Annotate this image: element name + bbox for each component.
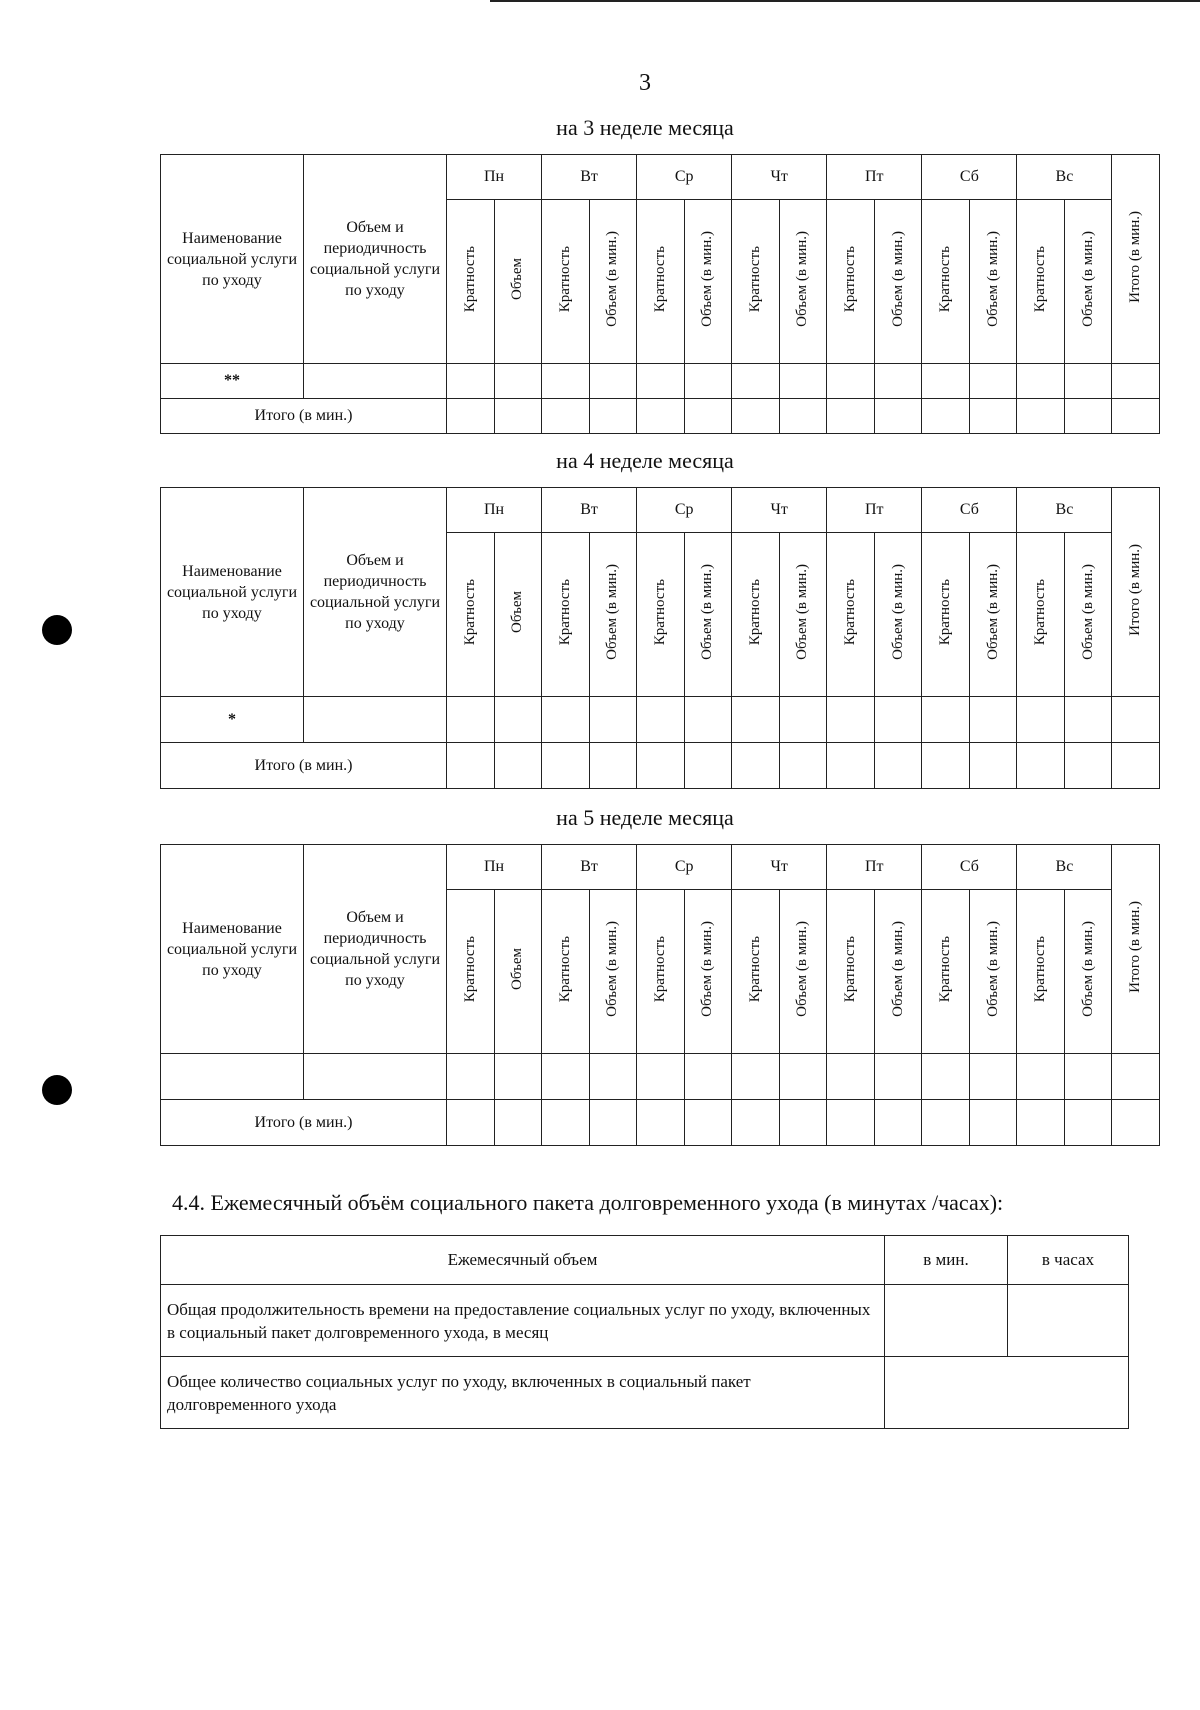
- subheader-frequency: Кратность: [732, 533, 780, 697]
- summary-header-hours: в часах: [1008, 1236, 1129, 1285]
- schedule-cell[interactable]: [1064, 364, 1112, 399]
- schedule-cell[interactable]: [684, 1054, 732, 1100]
- total-cell[interactable]: [684, 399, 732, 434]
- subheader-frequency: Кратность: [732, 890, 780, 1054]
- total-cell[interactable]: [589, 1100, 637, 1146]
- schedule-cell[interactable]: [542, 364, 590, 399]
- total-cell[interactable]: [684, 1100, 732, 1146]
- schedule-cell[interactable]: [922, 1054, 970, 1100]
- schedule-cell[interactable]: [637, 697, 685, 743]
- day-header: Пн: [447, 155, 542, 200]
- total-cell[interactable]: [779, 1100, 827, 1146]
- service-name-cell[interactable]: *: [161, 697, 304, 743]
- total-cell[interactable]: [1064, 1100, 1112, 1146]
- total-row-label: Итого (в мин.): [161, 399, 447, 434]
- subheader-volume: Объем (в мин.): [1064, 533, 1112, 697]
- total-cell[interactable]: [827, 1100, 875, 1146]
- total-cell[interactable]: [447, 399, 495, 434]
- schedule-cell[interactable]: [969, 1054, 1017, 1100]
- summary-row-count-label: Общее количество социальных услуг по уходу, включенных в социальный пакет долговременного ухода: [161, 1357, 885, 1429]
- schedule-cell[interactable]: [447, 1054, 495, 1100]
- subheader-frequency: Кратность: [637, 200, 685, 364]
- day-header: Ср: [637, 488, 732, 533]
- subheader-frequency: Кратность: [447, 890, 495, 1054]
- subheader-frequency: Кратность: [732, 200, 780, 364]
- day-header: Вт: [542, 155, 637, 200]
- schedule-cell[interactable]: [494, 364, 542, 399]
- total-cell[interactable]: [447, 1100, 495, 1146]
- subheader-frequency: Кратность: [922, 533, 970, 697]
- total-cell[interactable]: [732, 1100, 780, 1146]
- subheader-volume: Объем (в мин.): [684, 533, 732, 697]
- total-cell[interactable]: [827, 743, 875, 789]
- schedule-cell[interactable]: [732, 697, 780, 743]
- service-name-cell[interactable]: [161, 1054, 304, 1100]
- schedule-cell[interactable]: [637, 1054, 685, 1100]
- schedule-cell[interactable]: [732, 1054, 780, 1100]
- header-service-volume: Объем и периодичность социальной услуги по уходу: [304, 845, 447, 1054]
- subheader-volume: Объем (в мин.): [1064, 890, 1112, 1054]
- total-cell[interactable]: [874, 399, 922, 434]
- total-cell[interactable]: [1112, 399, 1160, 434]
- total-cell[interactable]: [874, 743, 922, 789]
- subheader-volume: Объем (в мин.): [589, 200, 637, 364]
- total-cell[interactable]: [637, 399, 685, 434]
- schedule-cell[interactable]: [1112, 1054, 1160, 1100]
- schedule-cell[interactable]: [732, 364, 780, 399]
- schedule-cell[interactable]: [589, 1054, 637, 1100]
- total-cell[interactable]: [779, 743, 827, 789]
- schedule-cell[interactable]: [684, 364, 732, 399]
- service-volume-cell[interactable]: [304, 1054, 447, 1100]
- schedule-cell[interactable]: [684, 697, 732, 743]
- subheader-volume: Объем (в мин.): [589, 890, 637, 1054]
- subheader-frequency: Кратность: [637, 533, 685, 697]
- header-total: Итого (в мин.): [1112, 488, 1160, 697]
- schedule-cell[interactable]: [922, 697, 970, 743]
- service-volume-cell[interactable]: [304, 364, 447, 399]
- subheader-frequency: Кратность: [542, 533, 590, 697]
- schedule-cell[interactable]: [542, 1054, 590, 1100]
- total-cell[interactable]: [732, 743, 780, 789]
- schedule-cell[interactable]: [969, 364, 1017, 399]
- summary-cell-hours[interactable]: [1008, 1285, 1129, 1357]
- service-volume-cell[interactable]: [304, 697, 447, 743]
- schedule-cell[interactable]: [827, 697, 875, 743]
- subheader-volume: Объем (в мин.): [779, 890, 827, 1054]
- subheader-frequency: Кратность: [922, 200, 970, 364]
- day-header: Чт: [732, 488, 827, 533]
- schedule-cell[interactable]: [874, 697, 922, 743]
- week4-schedule-table: [160, 487, 1160, 789]
- day-header: Сб: [922, 155, 1017, 200]
- subheader-volume: Объем (в мин.): [969, 890, 1017, 1054]
- week5-caption: на 5 неделе месяца: [556, 805, 734, 830]
- schedule-cell[interactable]: [874, 364, 922, 399]
- total-cell[interactable]: [494, 399, 542, 434]
- total-cell[interactable]: [779, 399, 827, 434]
- summary-cell-count[interactable]: [885, 1357, 1129, 1429]
- subheader-volume: Объем (в мин.): [1064, 200, 1112, 364]
- total-cell[interactable]: [1064, 743, 1112, 789]
- subheader-frequency: Кратность: [827, 200, 875, 364]
- day-header: Вт: [542, 845, 637, 890]
- schedule-cell[interactable]: [494, 697, 542, 743]
- total-cell[interactable]: [637, 1100, 685, 1146]
- total-cell[interactable]: [447, 743, 495, 789]
- header-total: Итого (в мин.): [1112, 155, 1160, 364]
- header-total: Итого (в мин.): [1112, 845, 1160, 1054]
- total-cell[interactable]: [969, 1100, 1017, 1146]
- day-header: Чт: [732, 845, 827, 890]
- day-header: Вс: [1017, 488, 1112, 533]
- subheader-frequency: Кратность: [827, 890, 875, 1054]
- subheader-volume: Объем (в мин.): [779, 533, 827, 697]
- schedule-cell[interactable]: [1064, 1054, 1112, 1100]
- total-cell[interactable]: [922, 743, 970, 789]
- total-cell[interactable]: [1064, 399, 1112, 434]
- subheader-volume: Объем: [494, 533, 542, 697]
- subheader-frequency: Кратность: [827, 533, 875, 697]
- day-header: Вс: [1017, 155, 1112, 200]
- subheader-volume: Объем (в мин.): [589, 533, 637, 697]
- total-cell[interactable]: [922, 1100, 970, 1146]
- day-header: Сб: [922, 845, 1017, 890]
- subheader-volume: Объем (в мин.): [969, 200, 1017, 364]
- schedule-cell[interactable]: [1064, 697, 1112, 743]
- total-cell[interactable]: [542, 399, 590, 434]
- subheader-volume: Объем: [494, 890, 542, 1054]
- schedule-cell[interactable]: [447, 697, 495, 743]
- schedule-cell[interactable]: [922, 364, 970, 399]
- subheader-volume: Объем (в мин.): [779, 200, 827, 364]
- total-cell[interactable]: [637, 743, 685, 789]
- total-cell[interactable]: [874, 1100, 922, 1146]
- total-cell[interactable]: [684, 743, 732, 789]
- header-service-name: Наименование социальной услуги по уходу: [161, 845, 304, 1054]
- schedule-cell[interactable]: [494, 1054, 542, 1100]
- schedule-cell[interactable]: [589, 364, 637, 399]
- week3-caption: на 3 неделе месяца: [556, 115, 734, 140]
- punch-hole-icon: [42, 615, 72, 645]
- schedule-cell[interactable]: [779, 364, 827, 399]
- total-cell[interactable]: [1017, 1100, 1065, 1146]
- week4-caption: на 4 неделе месяца: [556, 448, 734, 473]
- subheader-frequency: Кратность: [1017, 200, 1065, 364]
- punch-hole-icon: [42, 1075, 72, 1105]
- subheader-frequency: Кратность: [922, 890, 970, 1054]
- total-cell[interactable]: [922, 399, 970, 434]
- subheader-frequency: Кратность: [447, 200, 495, 364]
- summary-row-duration-label: Общая продолжительность времени на предоставление социальных услуг по уходу, включенных в социальный пакет долговременного ухода, в месяц: [161, 1285, 885, 1357]
- day-header: Сб: [922, 488, 1017, 533]
- week3-schedule-table: [160, 154, 1160, 434]
- day-header: Пт: [827, 155, 922, 200]
- day-header: Ср: [637, 155, 732, 200]
- service-name-cell[interactable]: **: [161, 364, 304, 399]
- day-header: Ср: [637, 845, 732, 890]
- total-cell[interactable]: [589, 399, 637, 434]
- total-cell[interactable]: [1112, 1100, 1160, 1146]
- schedule-cell[interactable]: [1112, 364, 1160, 399]
- subheader-volume: Объем: [494, 200, 542, 364]
- header-service-name: Наименование социальной услуги по уходу: [161, 488, 304, 697]
- total-cell[interactable]: [494, 743, 542, 789]
- subheader-frequency: Кратность: [542, 200, 590, 364]
- total-cell[interactable]: [494, 1100, 542, 1146]
- total-row-label: Итого (в мин.): [161, 743, 447, 789]
- day-header: Пт: [827, 845, 922, 890]
- subheader-volume: Объем (в мин.): [874, 890, 922, 1054]
- summary-header-volume: Ежемесячный объем: [161, 1236, 885, 1285]
- schedule-cell[interactable]: [1017, 697, 1065, 743]
- schedule-cell[interactable]: [589, 697, 637, 743]
- schedule-cell[interactable]: [542, 697, 590, 743]
- total-cell[interactable]: [542, 1100, 590, 1146]
- section-4-4-title: 4.4. Ежемесячный объём социального пакета долговременного ухода (в минутах /часах):: [172, 1190, 1004, 1215]
- total-cell[interactable]: [1017, 399, 1065, 434]
- subheader-frequency: Кратность: [1017, 533, 1065, 697]
- subheader-volume: Объем (в мин.): [684, 890, 732, 1054]
- summary-header-minutes: в мин.: [885, 1236, 1008, 1285]
- subheader-frequency: Кратность: [1017, 890, 1065, 1054]
- schedule-cell[interactable]: [779, 697, 827, 743]
- header-service-name: Наименование социальной услуги по уходу: [161, 155, 304, 364]
- total-row-label: Итого (в мин.): [161, 1100, 447, 1146]
- total-cell[interactable]: [969, 399, 1017, 434]
- day-header: Пн: [447, 845, 542, 890]
- total-cell[interactable]: [589, 743, 637, 789]
- subheader-volume: Объем (в мин.): [969, 533, 1017, 697]
- week5-schedule-table: [160, 844, 1160, 1146]
- subheader-frequency: Кратность: [447, 533, 495, 697]
- day-header: Чт: [732, 155, 827, 200]
- day-header: Пт: [827, 488, 922, 533]
- subheader-volume: Объем (в мин.): [684, 200, 732, 364]
- schedule-cell[interactable]: [874, 1054, 922, 1100]
- schedule-cell[interactable]: [1112, 697, 1160, 743]
- total-cell[interactable]: [827, 399, 875, 434]
- day-header: Вт: [542, 488, 637, 533]
- day-header: Вс: [1017, 845, 1112, 890]
- page-number: 3: [639, 70, 651, 96]
- total-cell[interactable]: [1112, 743, 1160, 789]
- header-service-volume: Объем и периодичность социальной услуги по уходу: [304, 488, 447, 697]
- total-cell[interactable]: [732, 399, 780, 434]
- schedule-cell[interactable]: [1017, 364, 1065, 399]
- summary-cell-minutes[interactable]: [885, 1285, 1008, 1357]
- subheader-volume: Объем (в мин.): [874, 200, 922, 364]
- schedule-cell[interactable]: [779, 1054, 827, 1100]
- page-top-border: [490, 0, 1200, 2]
- day-header: Пн: [447, 488, 542, 533]
- schedule-cell[interactable]: [969, 697, 1017, 743]
- schedule-cell[interactable]: [637, 364, 685, 399]
- total-cell[interactable]: [542, 743, 590, 789]
- schedule-cell[interactable]: [827, 1054, 875, 1100]
- schedule-cell[interactable]: [1017, 1054, 1065, 1100]
- schedule-cell[interactable]: [827, 364, 875, 399]
- monthly-volume-table: [160, 1235, 1129, 1429]
- subheader-volume: Объем (в мин.): [874, 533, 922, 697]
- total-cell[interactable]: [969, 743, 1017, 789]
- schedule-cell[interactable]: [447, 364, 495, 399]
- total-cell[interactable]: [1017, 743, 1065, 789]
- header-service-volume: Объем и периодичность социальной услуги по уходу: [304, 155, 447, 364]
- subheader-frequency: Кратность: [542, 890, 590, 1054]
- subheader-frequency: Кратность: [637, 890, 685, 1054]
